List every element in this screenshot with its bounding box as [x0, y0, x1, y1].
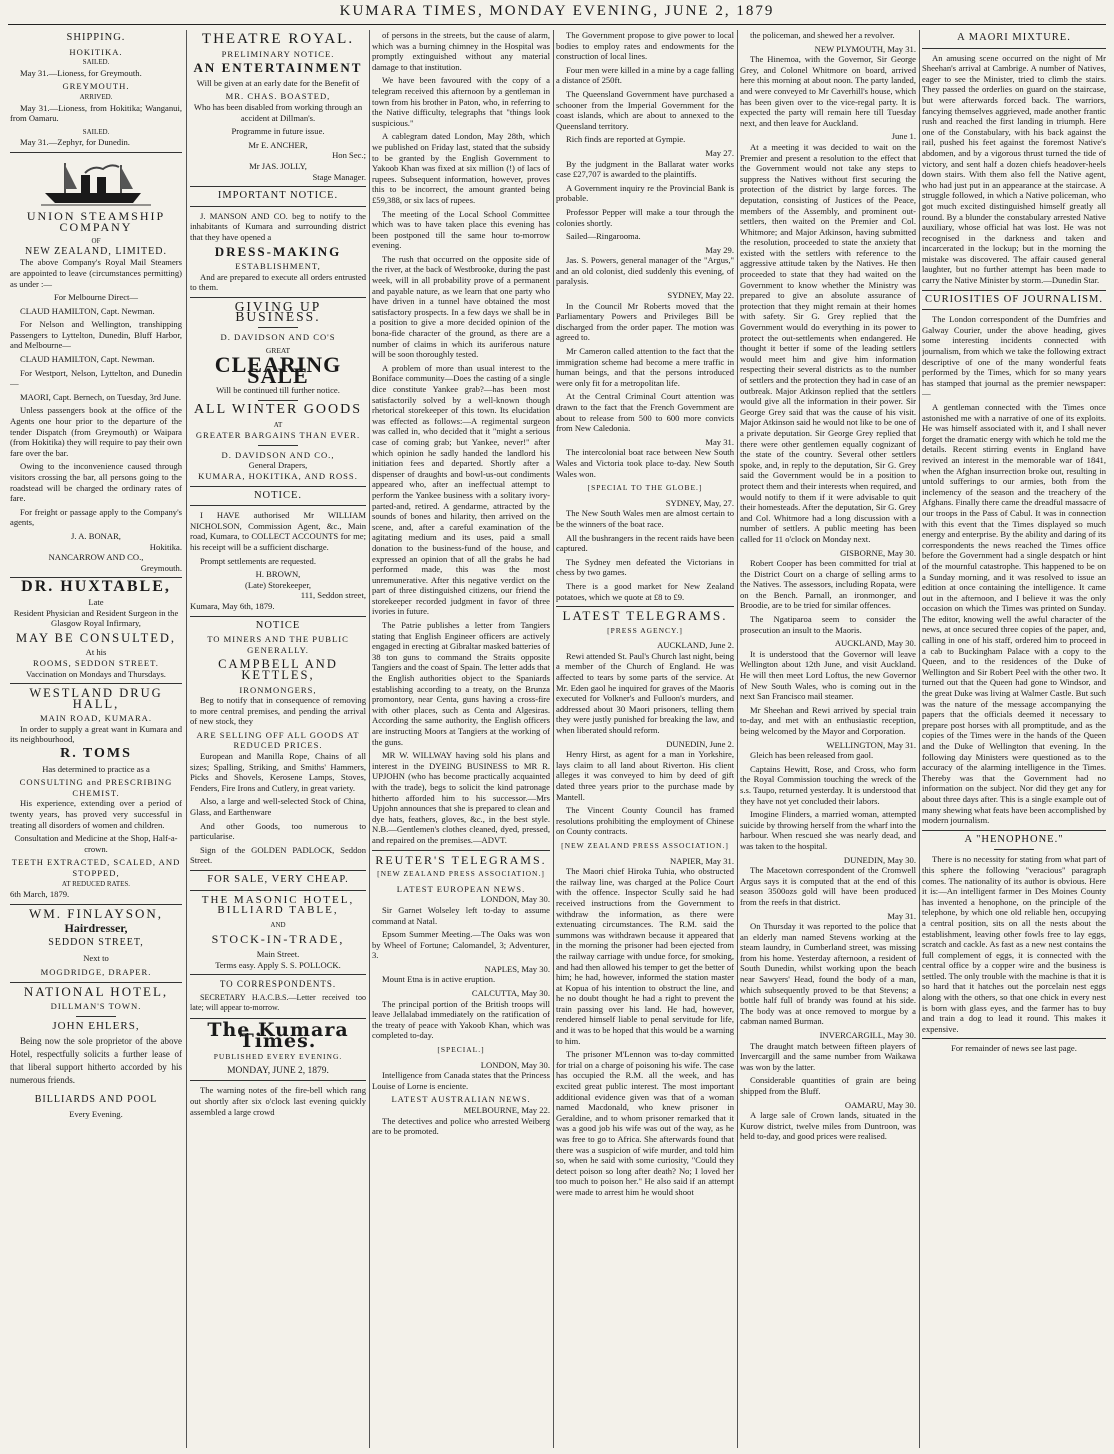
ad-title: AN ENTERTAINMENT	[193, 60, 363, 76]
steamship-icon	[41, 159, 151, 207]
body-text: The Macetown correspondent of the Cromwell Argus says it is computed that at the end of this season 3500ozs gold will have been produced from the reefs in that district.	[740, 865, 916, 907]
body-text: It is understood that the Governor will leave Wellington about 12th June, and visit Auckland. He will then meet Lord Loftus, the new Governor of New South Wales, who is coming out in the next San Francisco mail steamer.	[740, 648, 916, 702]
ad-subtitle: ESTABLISHMENT,	[235, 261, 321, 272]
body-text: A Government inquiry re the Provincial Bank is probable.	[556, 182, 734, 204]
dateline: May 31.	[705, 436, 734, 447]
ad-signature: J. A. BONAR,	[71, 530, 121, 541]
ad-subtitle: PRELIMINARY NOTICE.	[221, 48, 335, 59]
body-text: A large sale of Crown lands, situated in the Kurow district, twelve miles from Duntroon, was held to-day, and good prices were realised.	[740, 1110, 916, 1142]
ad-text: Also, a large and well-selected Stock of China, Glass, and Earthenware	[190, 796, 366, 818]
ad-text: Next to	[83, 952, 109, 963]
dateline: INVERCARGILL, May 30.	[819, 1030, 916, 1041]
ad-text: Sign of the GOLDEN PADLOCK, Seddon Street.	[190, 844, 366, 866]
ad-text: In order to supply a great want in Kumara and its neighbourhood,	[10, 723, 182, 745]
ad-text: I HAVE authorised Mr WILLIAM NICHOLSON, Commission Agent, &c., Main road, Kumara, to COLLECT ACCOUNTS for me; his receipt will be a sufficient discharge.	[190, 510, 366, 552]
ad-text: For Melbourne Direct—	[53, 292, 138, 303]
ad-text: AT REDUCED RATES.	[61, 879, 131, 888]
ad-text: J. MANSON AND CO. beg to notify to the inhabitants of Kumara and surrounding district that they have opened a	[190, 210, 366, 242]
body-text: Rewi attended St. Paul's Church last night, being a member of the Church of England. He was affected to tears by some parts of the service. At Mr. Eden gaol he inquired for graves of the Maoris executed for Volkner's and Fulloon's murders, and addressed about 30 Maori prisoners, telling them they were justly punished for breaking the law, and when liberated should reform.	[556, 650, 734, 736]
body-text: The Queensland Government have purchased a schooner from the Imperial Government for the coast islands, which are about to annexed to the Queensland territory.	[556, 88, 734, 131]
column-rule	[553, 30, 554, 1448]
body-text: The principal portion of the British troops will leave Jellalabad immediately on the ratification of the treaty of peace with Yakoob Khan, which was completed to-day.	[372, 998, 550, 1041]
port-heading: GREYMOUTH.	[62, 81, 130, 92]
section-heading: TO CORRESPONDENTS.	[219, 979, 337, 990]
ad-text: European and Manilla Rope, Chains of all sizes; Spalling, Striking, and Smiths' Hammers, Picks and Shovels, Kerosene Lamps, Stoves, Fenders, Fire Irons and Cutlery, in great variety.	[190, 751, 366, 793]
column-6	[922, 30, 1106, 1448]
body-text: At a meeting it was decided to wait on the Premier and present a resolution to the effect that the Government would not take any steps to suppress the Natives without first securing the protection of the district by large forces. The deputation, consisting of Justices of the Peace, members of the Assembly, and prominent out-settlers, then waited on the Premier and Col. Whitmore; and Major Atkinson, having submitted the resolution, proceeded to state the anxiety that existed with the settlers with reference to the aggressive attitude taken by the Natives. He then proceeded to state that they had waited on the Government to know whether the Ministry was prepared to give an absolute assurance of protection that they might remain at their homes with safety. Sir G. Grey replied that the Government would do everything in its power to protect the out-settlements when endangered. He thought it better if some of the leading settlers would meet him and give him information respecting their several districts as to the number of settlers and the protection they had in case of an outbreak. Major Atkinson replied that the settlers would give all the information in their power. Sir George Grey said that was the cause of his visit. Major Atkinson said he would not like to be one of a private deputation. Sir George Grey replied that there were other gentlemen equally cognizant of the state of the country. Several other settlers spoke, and, in reply to the deputation, Sir G. Grey said the Government would be in a position to protect them and their interests when required, and would notify to them if it were advisable to quit their homesteads. After the deputation, Sir G. Grey and Col. Whitmore had a long discussion with a number of settlers. A public meeting has been called for 11 o'clock on Monday next.	[740, 141, 916, 544]
body-text: Robert Cooper has been committed for trial at the District Court on a charge of selling arms to the Natives. The assessors, including Ropata, were on the Bench. Parnall, an ironmonger, and Broodie, are to be tried for similar offences.	[740, 558, 916, 611]
ad-text: Vaccination on Mondays and Thursdays.	[26, 668, 166, 679]
news-agency: [NEW ZEALAND PRESS ASSOCIATION.]	[561, 840, 729, 850]
ad-name: D. DAVIDSON AND CO.,	[221, 449, 335, 460]
shipping-line: May 31.—Zephyr, for Dunedin.	[20, 137, 130, 148]
ad-text: MAORI, Capt. Bernech, on Tuesday, 3rd June.	[20, 391, 182, 402]
ad-text: Resident Physician and Resident Surgeon in the	[13, 607, 179, 618]
body-text: Captains Hewitt, Rose, and Cross, who form the Royal Commission touching the wreck of the s.s. Taupo, returned yesterday. It is understood that they have not yet concluded their labors.	[740, 763, 916, 806]
ad-text: GREATER BARGAINS THAN EVER.	[195, 430, 361, 441]
ad-name: JOHN EHLERS,	[52, 1019, 140, 1032]
divider	[10, 152, 182, 153]
news-agency: [SPECIAL.]	[437, 1045, 485, 1055]
dateline: LONDON, May 30.	[480, 894, 550, 905]
divider	[258, 445, 298, 446]
masthead: KUMARA TIMES, MONDAY EVENING, JUNE 2, 1879	[339, 3, 775, 19]
ad-text: Every Evening.	[69, 1109, 123, 1120]
column-rule	[919, 30, 920, 1448]
divider	[190, 486, 366, 487]
ad-subtitle: DILLMAN'S TOWN.	[50, 1001, 142, 1012]
subheading: ARRIVED.	[79, 92, 113, 101]
ad-title: ALL WINTER GOODS	[193, 402, 363, 418]
ad-subtitle: MAY BE CONSULTED,	[15, 630, 177, 645]
body-text: Four men were killed in a mine by a cage falling a distance of 250ft.	[556, 64, 734, 86]
body-text: The Government propose to give power to local bodies to employ rates and endowments for the construction of local lines.	[556, 30, 734, 62]
dateline: NAPIER, May 31.	[670, 855, 734, 866]
body-text: The Patrie publishes a letter from Tangiers stating that English Engineer officers are actively engaged in erecting at Gibraltar masked batteries of 38 ton guns to command the Straits opposite Tangiers and the coast of Spain. The letter adds that the English authorities object to the Spaniards establishing according to a treaty, on the Brunza promontory, near Centa, guns having a cross-fire with other places, such as Centa and Algesiras. According the same authority, the English officers are instructing Moors at Tangiers at the working of the guns.	[372, 620, 550, 747]
body-text: A cablegram dated London, May 28th, which we published on Friday last, stated that the subsidy to be granted by the English Government to Yakoob Khan was fixed at six million (!) of lacs of rupees. Subsequent information, however, proves this to be incorrect, the amount granted being £59,388, or six lacs of rupees.	[372, 131, 550, 205]
divider	[258, 400, 298, 401]
ad-signature: H. BROWN,	[255, 569, 301, 580]
shipping-heading: SHIPPING.	[66, 32, 126, 43]
ad-text: Being now the sole proprietor of the above Hotel, respectfully solicits a further lease of that liberal support hitherto accorded by his numerous friends.	[10, 1035, 182, 1085]
body-text: Sir Garnet Wolseley left to-day to assume command at Natal.	[372, 904, 550, 926]
dateline: LONDON, May 30.	[480, 1059, 550, 1070]
body-text: The draught match between fifteen players of Invercargill and the same number from Waikawa was won by the latter.	[740, 1040, 916, 1072]
ad-text: Unless passengers book at the office of the Agents one hour prior to the departure of the tender Dispatch (from Greymouth) or Waipara (from Hokitika) they will require to pay their own fare over the bar.	[10, 405, 182, 458]
body-text: The detectives and police who arrested Weiberg are to be promoted.	[372, 1115, 550, 1137]
ad-text: Owing to the inconvenience caused through visitors crossing the bar, all persons going to the roadstead will be charged the ordinary rates of fare.	[10, 461, 182, 504]
body-text: The Vincent County Council has framed resolutions prohibiting the employment of Chinese on County contracts.	[556, 805, 734, 837]
dateline: DUNEDIN, May 30.	[843, 854, 916, 865]
ad-signature: Hon Sec.;	[332, 150, 366, 161]
divider	[258, 327, 298, 328]
body-text: Sailed—Ringarooma.	[566, 231, 641, 242]
ad-text: GREAT	[265, 345, 291, 355]
dateline: MELBOURNE, May 22.	[463, 1105, 550, 1115]
ad-signature: Mr JAS. JOLLY,	[249, 160, 307, 171]
dateline: AUCKLAND, June 2.	[657, 640, 734, 651]
ad-text: His experience, extending over a period of twenty years, has proved very successful in treating all disorders of women and children.	[10, 798, 182, 830]
ad-date: Kumara, May 6th, 1879.	[190, 600, 275, 611]
body-text: The Maori chief Hiroka Tuhia, who obstructed the railway line, was charged at the Police Court with the offence. Inspector Scully said he had received instructions from the Government to withdraw the information, as there were extenuating circumstances. The R.M. said the summons was withdrawn because it appeared that in the morning the prisoner had been ejected from the railway carriage with undue force, for smoking, and had then allowed his temper to get the better of him; he had, however, informed the station master at Kopua of his intention to obstruct the line, and he no doubt thought he had a right to prevent the train passing over his land. He had, however, rendered himself liable to penal servitude for life, and it was to be hoped that this would be a warning to him.	[556, 866, 734, 1046]
body-text: There is a good market for New Zealand potatoes, which we quote at £8 to £9.	[556, 580, 734, 602]
ad-text: Main Street.	[256, 948, 300, 959]
ad-text: ROOMS, SEDDON STREET.	[33, 657, 159, 668]
body-text: Professor Pepper will make a tour through the colonies shortly.	[556, 206, 734, 228]
dateline: OAMARU, May 30.	[844, 1099, 916, 1110]
dateline: GISBORNE, May 30.	[840, 547, 916, 558]
ad-signature: Greymouth.	[140, 562, 182, 573]
body-text: Epsom Summer Meeting.—The Oaks was won by Wheel of Fortune; Calomandel, 3; Adventurer, 3.	[372, 929, 550, 961]
ad-title: NATIONAL HOTEL,	[23, 983, 169, 999]
dateline: NAPLES, May 30.	[484, 963, 550, 974]
body-text: The meeting of the Local School Committee which was to have taken place this evening has been postponed till the same hour to-morrow evening.	[372, 208, 550, 251]
shipping-line: May 31.—Lioness, for Greymouth.	[20, 67, 142, 78]
ad-text: For Westport, Nelson, Lyttelton, and Dunedin—	[10, 367, 182, 389]
news-agency: [NEW ZEALAND PRESS ASSOCIATION.]	[377, 869, 545, 879]
dateline: AUCKLAND, May 30.	[834, 638, 916, 649]
ad-signature: 111, Seddon street,	[300, 590, 366, 601]
divider	[190, 186, 366, 187]
ad-text: AT	[273, 420, 283, 429]
ad-signature: NANCARROW AND CO.,	[48, 552, 144, 563]
ad-title: FOR SALE, VERY CHEAP.	[207, 874, 349, 885]
body-text: We have been favoured with the copy of a telegram received this afternoon by a gentleman in town from his brother in Paton, who, in referring to the Native difficulty, telegraphs that "things look suspicious."	[372, 75, 550, 128]
dateline: June 1.	[891, 131, 916, 142]
dateline: CALCUTTA, May 30.	[471, 988, 550, 999]
ad-title: THEATRE ROYAL.	[201, 31, 355, 47]
divider	[190, 1080, 366, 1081]
divider	[190, 297, 366, 298]
divider	[372, 850, 550, 851]
ad-subtitle: IRONMONGERS,	[239, 684, 317, 695]
ad-subtitle: OF	[91, 237, 101, 246]
column-rule	[369, 30, 370, 1448]
body-text: The Ngatiparoa seem to consider the prosecution an insult to the Maoris.	[740, 614, 916, 635]
body-text: Intelligence from Canada states that the Princess Louise of Lorne is enciente.	[372, 1070, 550, 1091]
ad-signature: Hokitika.	[149, 541, 182, 552]
body-text: Jas. S. Powers, general manager of the "Argus," and an old colonist, died suddenly this evening, of paralysis.	[556, 255, 734, 287]
divider	[190, 505, 366, 506]
dateline: WELLINGTON, May 31.	[826, 739, 916, 750]
body-text: Mount Etna is in active eruption.	[382, 974, 496, 985]
divider	[922, 290, 1106, 291]
ad-title: WM. FINLAYSON,	[28, 905, 164, 921]
ad-text: CONSULTING and PRESCRIBING CHEMIST.	[19, 777, 173, 798]
divider	[556, 606, 734, 607]
subsection-heading: LATEST AUSTRALIAN NEWS.	[391, 1094, 531, 1105]
ad-signature: Stage Manager.	[312, 171, 366, 182]
divider	[922, 48, 1106, 49]
ad-text: KUMARA, HOKITIKA, AND ROSS.	[198, 471, 358, 481]
body-text: MR W. WILLWAY having sold his plans and interest in the DYEING BUSINESS to MR R. UPJOHN (who has become practically acquainted with the trade), begs to solicit the kind patronage hitherto afforded him to his successor.—Mrs Upjohn announces that she is prepared to clean and dye hats, feathers, gloves, &c., in the best style. N.B.—Gentlemen's clothes cleaned, dyed, pressed, and repaired on the premises.—ADVT.	[372, 750, 550, 845]
section-heading: A MAORI MIXTURE.	[957, 32, 1071, 43]
body-text: of persons in the streets, but the cause of alarm, which was a burning chimney in the Hospital was promptly extinguished without any material damage to that institution.	[372, 30, 550, 72]
ad-text: General Drapers,	[248, 460, 308, 471]
divider	[10, 683, 182, 684]
ad-text: Has determined to practice as a	[42, 763, 150, 774]
ad-title: CAMPBELL AND KETTLES,	[218, 657, 338, 682]
ad-text: At his	[85, 647, 107, 658]
divider	[922, 309, 1106, 310]
ad-subtitle: Hairdresser,	[64, 921, 128, 936]
ad-text: TEETH EXTRACTED, SCALED, AND STOPPED,	[11, 857, 181, 878]
body-text: A problem of more than usual interest to the Boniface community—Does the casting of a single dice constitute Yankee grab?—has been most satisfactorily solved by a well-known though rhetorical storekeeper of this town. Its elucidation was effected as follows:—A regimental surgeon was called in, who decided that it "might a serious case of coming grab; but Yankee, never!" after which opinion he sadly handed the landlord his initiation fees and departed. Shortly after a dispenser of draughts and bowl-us-out condiments appeared who, after an ineffectual attempt to perform the Yankee business with a solitary ivory-parted-and, retired. A gendarme, attracted by the sounds of bones and hilarity, then arrived on the scene, and, after a careful examination of the agitating medium and its uses, paid a small donation to the business-fund of the house, and expressed an opinion that of all the grabs he had performed made, this was the most unremunerative. After this negative verdict on the part of three distinguished citizens, our friend the storekeeper recorded judgment in favor of three ivories in future.	[372, 362, 550, 617]
newspaper-title: The Kumara Times.	[207, 1018, 349, 1052]
ad-text: Who has been disabled from working through an accident at Dillman's.	[193, 101, 363, 123]
ad-subtitle: MAIN ROAD, KUMARA.	[39, 713, 153, 724]
body-text: A gentleman connected with the Times once astonished me with a narrative of one of its exploits. He was himself associated with it, and I shall never forget the dramatic energy with which he told me the details. Recent stirring events in England have revived an interest in the memorable war of 1841, when the Afghan insurrection broke out, resulting in untold sufferings to our armies, both from the inclemency of the season and the treachery of the Afghans. Finally there came the dreadful massacre of our troops in the Pass of Cabul. It was in connection with this event that the Times displayed so much energy and enterprise. By the ability and daring of its correspondents the news reached the Times office before the Government had a single despatch or hint of the mournful catastrophe. This happened to be on a Sunday morning, and it was resolved to issue an edition at once containing the intelligence. It came out in the afternoon, and I believe it was the only occasion on which the Times was printed on Sunday. The editor, knowing well the awful character of the news, at once secured three copies of the paper, and, calling in one of his staff, ordered him to proceed in a cab to Buckingham Palace with a copy to the Queen, and to the residences of the Duke of Wellington and Sir Robert Peel with the other two. It turned out that the Queen had gone to Windsor, and the great Duke was living at Walmer Castle. But such was the nature of the message accompanying the papers that the officials deemed it necessary to prepare post horses with all promptitude, and as the copies of the Times were in the hands of the Queen and the Duke of Wellington that evening. In the following day Ministers were questioned as to the accuracy of the alarming intelligence in the Times. Thereby was that the Government had no information on the subject. Nor did they get any for about three days after. This is a single example out of many shewing what feats have been accomplished by modern journalism.	[922, 402, 1106, 826]
divider	[190, 974, 366, 975]
ad-text: ARE SELLING OFF ALL GOODS AT REDUCED PRICES.	[196, 729, 360, 751]
subsection-heading: LATEST EUROPEAN NEWS.	[396, 883, 526, 894]
column-rule	[737, 30, 738, 1448]
ad-title: THE MASONIC HOTEL, BILLIARD TABLE,	[201, 893, 355, 917]
body-text: Mr Sheehan and Rewi arrived by special train to-day, and met with an enthusiastic reception, being welcomed by the Mayor and Corporation.	[740, 704, 916, 736]
ad-text: For freight or passage apply to the Company's agents,	[10, 506, 182, 528]
ad-subtitle: TO MINERS AND THE PUBLIC GENERALLY.	[207, 634, 349, 655]
body-text: The New South Wales men are almost certain to be the winners of the boat race.	[556, 508, 734, 529]
body-text: There is no necessity for stating from what part of this sphere the following "veracious" paragraph comes. The nationality of its author is obvious. Here it is:—An intelligent farmer in Des Moines County has invented a henophone, on the principle of the telephone, by which one old reliable hen, occupying a central position, sits on all the nests about the establishment, leaving other fowls free to lay eggs, scratch and cackle. As fast as a new nest contains the full complement of eggs, it is connected with the central office by a copper wire and the business is settled. The only trouble with the machine is that it is so hard that it hatches out the porcelain nest eggs along with the others, so that one chick in every nest is born with glass eyes, and the farmer has to buy and train a dog to lead it round. This makes it expensive.	[922, 854, 1106, 1034]
dateline: DUNEDIN, June 2.	[666, 738, 734, 749]
ad-text: And other Goods, too numerous to particularise.	[190, 820, 366, 842]
ad-text: For Nelson and Wellington, transhipping Passengers to Lyttelton, Dunedin, Bluff Harbor, and Melbourne—	[10, 319, 182, 351]
divider	[190, 870, 366, 871]
ad-name: D. DAVIDSON AND CO'S	[220, 332, 336, 343]
ad-date: 6th March, 1879.	[10, 889, 70, 900]
body-text: The Sydney men defeated the Victorians in chess by two games.	[556, 556, 734, 578]
section-heading: A "HENOPHONE."	[964, 833, 1064, 845]
subheading: SAILED.	[82, 127, 110, 136]
ad-title: CLEARING SALE	[214, 352, 342, 388]
body-text: The London correspondent of the Dumfries and Galway Courier, under the above heading, gives some interesting incidents connected with journalism, from which we take the following extract descriptive of one of the many wonderful feats performed by the Times, which for so many years has stamped that journal as the premier newspaper:—	[922, 314, 1106, 399]
ad-text: SEDDON STREET,	[48, 936, 144, 948]
ad-text: Terms easy. Apply S. S. POLLOCK.	[215, 959, 341, 970]
ad-text: Will be continued till further notice.	[216, 385, 340, 396]
ad-text: Late	[88, 596, 104, 607]
ad-text: Programme in future issue.	[231, 126, 325, 137]
column-2	[190, 30, 366, 1448]
ad-text: Glasgow Royal Infirmary,	[51, 618, 141, 629]
ad-name: R. TOMS	[60, 746, 132, 762]
masthead-rule	[8, 24, 1106, 25]
section-heading: CURIOSITIES OF JOURNALISM.	[925, 293, 1103, 305]
column-3	[372, 30, 550, 1448]
subheading: SAILED.	[82, 58, 110, 67]
divider	[190, 890, 366, 891]
body-text: In the Council Mr Roberts moved that the Parliamentary Powers and Privileges Bill be discharged from the order paper. The motion was agreed to.	[556, 300, 734, 343]
divider	[994, 849, 1034, 850]
news-agency: [PRESS AGENCY.]	[607, 625, 683, 635]
body-text: the policeman, and shewed her a revolver.	[750, 30, 895, 40]
divider	[190, 616, 366, 617]
divider	[922, 1038, 1106, 1039]
ad-text: BILLIARDS AND POOL	[34, 1093, 158, 1105]
section-heading: REUTER'S TELEGRAMS.	[375, 852, 547, 867]
body-text: Gleich has been released from gaol.	[750, 750, 874, 761]
ad-text: CLAUD HAMILTON, Capt. Newman.	[20, 354, 155, 365]
body-text: All the bushrangers in the recent raids have been captured.	[556, 532, 734, 554]
ad-text: Will be given at an early date for the Benefit of	[196, 77, 360, 88]
ad-title: UNION STEAMSHIP COMPANY	[26, 208, 166, 234]
ad-text: AND	[270, 920, 286, 929]
ad-text: The above Company's Royal Mail Steamers are appointed to leave (circumstances permitting) as under :—	[10, 257, 182, 289]
divider	[76, 1016, 116, 1017]
dateline: SYDNEY, May, 27.	[665, 497, 734, 508]
body-text: Mr Cameron called attention to the fact that the immigration scheme had become a mere traffic in human beings, and that the persons introduced were only fit for a metropolitan life.	[556, 346, 734, 388]
ad-signature: Mr E. ANCHER,	[248, 139, 308, 150]
dateline: May 29.	[705, 244, 734, 255]
issue-date: MONDAY, JUNE 2, 1879.	[227, 1065, 329, 1076]
column-5	[740, 30, 916, 1448]
column-rule	[186, 30, 187, 1448]
ad-title: NOTICE	[255, 619, 301, 631]
ad-subtitle: NEW ZEALAND, LIMITED.	[25, 245, 167, 257]
body-text: The rush that occurred on the opposite side of the river, at the back of Westbrooke, during the past week, will in all probability prove of a permanent and payable nature, as we learn that one party who have driven in a tunnel have obtained the most satisfactory prospects. In a few days we shall be in a position to give a more decided opinion of the bona-fide character of the ground, as there are a number of claims in which its auriferous nature will be soon thoroughly tested.	[372, 253, 550, 360]
body-text: Rich finds are reported at Gympie.	[566, 134, 686, 145]
divider	[10, 904, 182, 905]
column-1	[10, 30, 182, 1448]
body-text: Imogine Flinders, a married woman, attempted suicide by throwing herself from the wharf into the harbour. When rescued she was nearly dead, and was taken to the hospital.	[740, 809, 916, 851]
dateline: NEW PLYMOUTH, May 31.	[814, 43, 916, 54]
ad-text: MOGDRIDGE, DRAPER.	[40, 967, 152, 978]
ad-title: DR. HUXTABLE,	[21, 578, 171, 596]
ad-text: Prompt settlements are requested.	[200, 555, 316, 566]
news-agency: [SPECIAL TO THE GLOBE.]	[587, 483, 703, 493]
body-text: Considerable quantities of grain are being shipped from the Bluff.	[740, 1075, 916, 1096]
continuation-note: For remainder of news see last page.	[951, 1043, 1077, 1054]
ad-title: GIVING UP BUSINESS.	[234, 298, 322, 325]
body-text: The Hinemoa, with the Governor, Sir George Grey, and Colonel Whitmore on board, arrived here this morning at about noon. The party landed, and were conveyed to Mr Caverhill's house, which has been given over to the vice-regal party. It is expected the party will remain here till Tuesday next, and then leave for Auckland.	[740, 54, 916, 128]
divider	[10, 982, 182, 983]
body-text: At the Central Criminal Court attention was drawn to the fact that the French Government are about to release from 500 to 600 more convicts from New Caledonia.	[556, 391, 734, 434]
body-text: SECRETARY H.A.C.B.S.—Letter received too late; will appear to-morrow.	[190, 992, 366, 1013]
dateline: May 31.	[887, 910, 916, 921]
ad-text: And are prepared to execute all orders entrusted to them.	[190, 271, 366, 293]
ad-text: Consultation and Medicine at the Shop, Half-a-crown.	[14, 833, 178, 854]
ad-text: CLAUD HAMILTON, Capt. Newman.	[20, 305, 155, 316]
divider	[922, 830, 1106, 831]
body-text: On Thursday it was reported to the police that an elderly man named Stevens working at the steam laundry, in Cumberland street, was missing from his home. Yesterday afternoon, a resident of South Dunedin, whilst working upon the beach near Sawyers' Head, found the body of a man, which subsequently proved to be that Stevens; a bottle half full of brandy was found at his side. The body was at once removed to morgue by a cabman named Burman.	[740, 921, 916, 1027]
body-text: An amusing scene occurred on the night of Mr Sheehan's arrival at Cambrige. A number of Natives, eager to see the Minister, tried to climb the stairs. They passed the orderlies on guard on the staircase, but were afterwards forced back. The warriors, fancying themselves aggrieved, made another frantic rush and reached the first landing in triumph. Here one of the Constabulary, with his back against the rail, pushed his feet against the foremost Native's abdomen, and by a vigorous thrust turned the tide of victory, and sent half a dozen chiefs headover-heels down stairs. With them also fell the Native agent, who had just put in an appearance at the staircase. A struggle followed, in which a Native policeman, who got much excited distinguished himself greatly all round. By a blunder the constabulary arrested Native auxiliary, whose official hat was lost. He was not recognised in the darkness and taken and incarcerated in the lockup; but in the morning the mistake was discovered. The affair caused general laughter, but no further attempt has been made to carry the Native Minister by storm.—Dunedin Star.	[922, 52, 1106, 286]
body-text: The intercolonial boat race between New South Wales and Victoria took place to-day. New South Wales won.	[556, 447, 734, 479]
port-heading: HOKITIKA.	[69, 46, 123, 57]
divider	[190, 206, 366, 207]
ad-title: IMPORTANT NOTICE.	[217, 190, 339, 202]
ad-title: DRESS-MAKING	[214, 243, 342, 259]
publication-note: PUBLISHED EVERY EVENING.	[213, 1052, 343, 1062]
dateline: May 27.	[705, 147, 734, 158]
dateline: SYDNEY, May 22.	[667, 290, 734, 301]
shipping-line: May 31.—Lioness, from Hokitika; Wanganui, from Oamaru.	[10, 102, 182, 124]
body-text: The warning notes of the fire-bell which rang out shortly after six o'clock last evening quickly assembled a large crowd	[190, 1085, 366, 1117]
body-text: By the judgment in the Ballarat water works case £27,707 is awarded to the plaintiffs.	[556, 158, 734, 180]
ad-text: Beg to notify that in consequence of removing to more central premises, and pending the arrival of new stock, they	[190, 695, 366, 727]
column-4	[556, 30, 734, 1448]
ad-name: MR. CHAS. BOASTED,	[225, 91, 331, 102]
ad-signature: (Late) Storekeeper,	[245, 579, 311, 590]
ad-title: STOCK-IN-TRADE,	[211, 932, 345, 947]
body-text: Henry Hirst, as agent for a man in Yorkshire, lays claim to all land about Riverton. His client alleges it was conveyed to him by deed of gift dated three years prior to the purchase made by Mantell.	[556, 749, 734, 802]
ad-title: WESTLAND DRUG HALL,	[29, 686, 163, 711]
body-text: The prisoner M'Lennon was to-day committed for trial on a charge of poisoning his wife. The case has occupied the R.M. all the week, and has excited great public interest. The most important additional evidence given was that of a woman named Macdonald, who knew prisoner in Geraldine, and to whom prisoner remarked that it was a good job his wife was out of the way, as he was free to go to Africa. She afterwards found that there was a suspicion of wife murder, and told him so, when he said with some curiosity, "Could they detect poison so long after death? No; I loved her too much to poison her." He also said if an attempt were made to arrest him he would shoot	[556, 1049, 734, 1197]
section-heading: LATEST TELEGRAMS.	[562, 608, 728, 624]
ad-title: NOTICE.	[253, 489, 303, 501]
